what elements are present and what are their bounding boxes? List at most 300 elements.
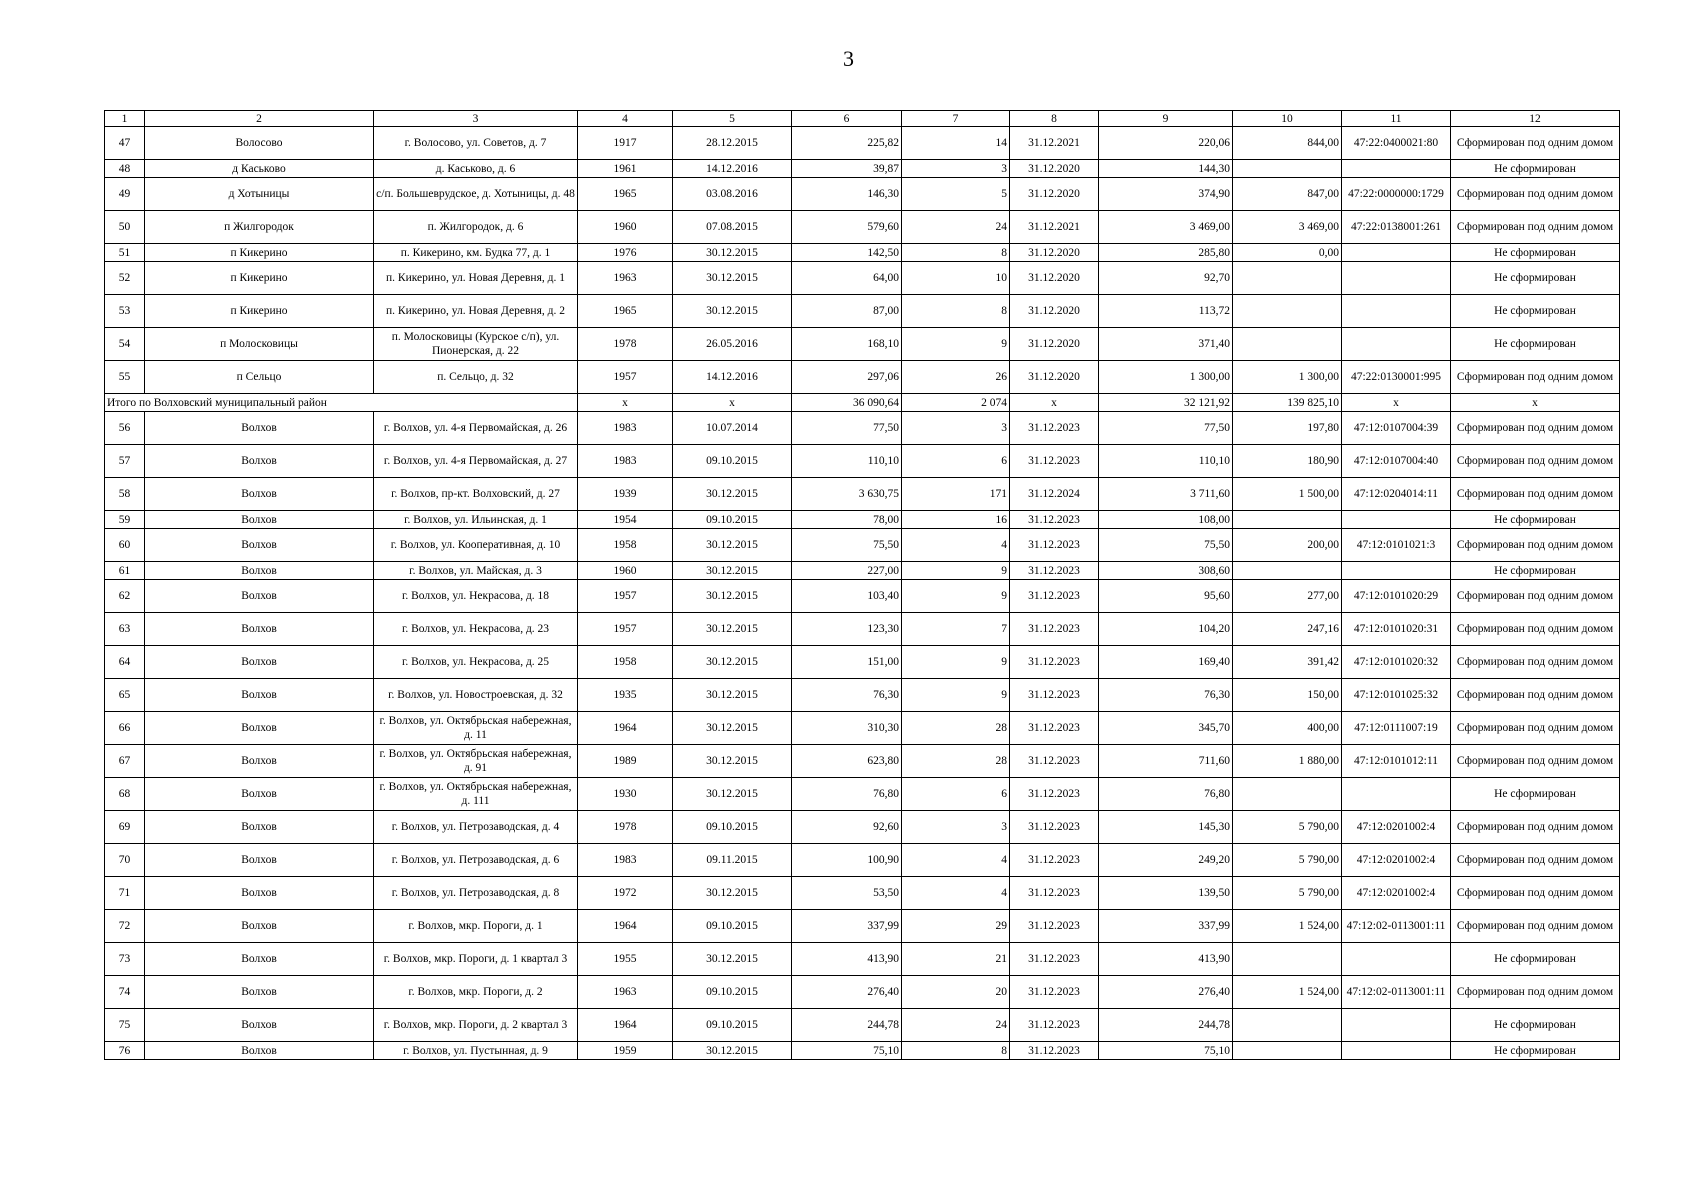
area2-cell: 77,50 [1099,412,1233,445]
area2-cell: 75,10 [1099,1042,1233,1060]
cadastre-cell [1342,160,1451,178]
status-cell: Сформирован под одним домом [1451,646,1620,679]
row-number: 76 [105,1042,145,1060]
area-cell: 142,50 [792,244,902,262]
area-cell: 64,00 [792,262,902,295]
table-row [105,844,1620,877]
settlement-cell: Волхов [145,511,374,529]
cadastre-cell: 47:12:0201002:4 [1342,844,1451,877]
year-cell: 1957 [578,580,673,613]
status-cell: Сформирован под одним домом [1451,529,1620,562]
address-cell: г. Волхов, ул. Октябрьская набережная, д. 91 [374,745,578,778]
area2-cell: 285,80 [1099,244,1233,262]
total-status: x [1451,394,1620,412]
residents-cell: 26 [902,361,1010,394]
address-cell: г. Волхов, ул. Октябрьская набережная, д. 11 [374,712,578,745]
row-number: 50 [105,211,145,244]
header-row [105,111,1620,127]
address-cell: г. Волосово, ул. Советов, д. 7 [374,127,578,160]
settlement-cell: д Хотыницы [145,178,374,211]
cadastre-cell: 47:22:0138001:261 [1342,211,1451,244]
area-cell: 100,90 [792,844,902,877]
land-area-cell: 5 790,00 [1233,877,1342,910]
land-area-cell: 847,00 [1233,178,1342,211]
land-area-cell: 5 790,00 [1233,844,1342,877]
row-number: 54 [105,328,145,361]
land-area-cell [1233,1042,1342,1060]
settlement-cell: Волхов [145,562,374,580]
year-cell: 1964 [578,712,673,745]
deadline-cell: 31.12.2023 [1010,511,1099,529]
area-cell: 75,10 [792,1042,902,1060]
cadastre-cell: 47:22:0400021:80 [1342,127,1451,160]
address-cell: п. Кикерино, ул. Новая Деревня, д. 1 [374,262,578,295]
date-cell: 26.05.2016 [673,328,792,361]
area-cell: 146,30 [792,178,902,211]
residents-cell: 9 [902,580,1010,613]
total-area2: 32 121,92 [1099,394,1233,412]
settlement-cell: д Каськово [145,160,374,178]
date-cell: 30.12.2015 [673,1042,792,1060]
date-cell: 09.10.2015 [673,511,792,529]
residents-cell: 3 [902,811,1010,844]
date-cell: 03.08.2016 [673,178,792,211]
status-cell: Сформирован под одним домом [1451,679,1620,712]
total-label: Итого по Волховский муниципальный район [105,394,578,412]
row-number: 71 [105,877,145,910]
date-cell: 10.07.2014 [673,412,792,445]
date-cell: 09.10.2015 [673,445,792,478]
deadline-cell: 31.12.2023 [1010,445,1099,478]
deadline-cell: 31.12.2023 [1010,976,1099,1009]
area-cell: 244,78 [792,1009,902,1042]
status-cell: Не сформирован [1451,262,1620,295]
cadastre-cell [1342,244,1451,262]
area2-cell: 345,70 [1099,712,1233,745]
column-header: 8 [1010,111,1099,127]
row-number: 65 [105,679,145,712]
deadline-cell: 31.12.2023 [1010,613,1099,646]
table-row [105,211,1620,244]
land-area-cell [1233,160,1342,178]
settlement-cell: Волхов [145,445,374,478]
row-number: 47 [105,127,145,160]
status-cell: Сформирован под одним домом [1451,877,1620,910]
cadastre-cell: 47:12:0107004:40 [1342,445,1451,478]
deadline-cell: 31.12.2020 [1010,328,1099,361]
land-area-cell [1233,511,1342,529]
cadastre-cell: 47:12:0107004:39 [1342,412,1451,445]
land-area-cell: 1 880,00 [1233,745,1342,778]
table-row [105,328,1620,361]
status-cell: Не сформирован [1451,778,1620,811]
total-row [105,394,1620,412]
settlement-cell: Волхов [145,811,374,844]
land-area-cell: 391,42 [1233,646,1342,679]
land-area-cell: 3 469,00 [1233,211,1342,244]
date-cell: 30.12.2015 [673,529,792,562]
column-header: 1 [105,111,145,127]
residents-cell: 16 [902,511,1010,529]
area-cell: 310,30 [792,712,902,745]
area-cell: 87,00 [792,295,902,328]
status-cell: Сформирован под одним домом [1451,976,1620,1009]
cadastre-cell [1342,943,1451,976]
row-number: 52 [105,262,145,295]
deadline-cell: 31.12.2020 [1010,295,1099,328]
total-land-area: 139 825,10 [1233,394,1342,412]
land-area-cell: 844,00 [1233,127,1342,160]
area-cell: 225,82 [792,127,902,160]
cadastre-cell [1342,328,1451,361]
deadline-cell: 31.12.2021 [1010,127,1099,160]
residents-cell: 6 [902,778,1010,811]
area2-cell: 308,60 [1099,562,1233,580]
area2-cell: 276,40 [1099,976,1233,1009]
residents-cell: 20 [902,976,1010,1009]
table-row [105,478,1620,511]
cadastre-cell: 47:12:0101021:3 [1342,529,1451,562]
address-cell: п. Кикерино, ул. Новая Деревня, д. 2 [374,295,578,328]
settlement-cell: Волхов [145,646,374,679]
deadline-cell: 31.12.2023 [1010,877,1099,910]
cadastre-cell: 47:12:02-0113001:11 [1342,976,1451,1009]
residents-cell: 24 [902,1009,1010,1042]
settlement-cell: п Кикерино [145,244,374,262]
residents-cell: 8 [902,244,1010,262]
residents-cell: 24 [902,211,1010,244]
table-row [105,910,1620,943]
table-row [105,1042,1620,1060]
settlement-cell: Волхов [145,712,374,745]
date-cell: 07.08.2015 [673,211,792,244]
area-cell: 623,80 [792,745,902,778]
date-cell: 30.12.2015 [673,712,792,745]
area-cell: 579,60 [792,211,902,244]
deadline-cell: 31.12.2023 [1010,1009,1099,1042]
date-cell: 30.12.2015 [673,262,792,295]
area-cell: 337,99 [792,910,902,943]
table-row [105,976,1620,1009]
column-header: 3 [374,111,578,127]
cadastre-cell: 47:12:0101012:11 [1342,745,1451,778]
year-cell: 1954 [578,511,673,529]
date-cell: 14.12.2016 [673,160,792,178]
column-header: 4 [578,111,673,127]
status-cell: Сформирован под одним домом [1451,910,1620,943]
status-cell: Сформирован под одним домом [1451,811,1620,844]
area2-cell: 108,00 [1099,511,1233,529]
cadastre-cell: 47:22:0130001:995 [1342,361,1451,394]
table-row [105,562,1620,580]
address-cell: г. Волхов, ул. Новостроевская, д. 32 [374,679,578,712]
land-area-cell [1233,1009,1342,1042]
status-cell: Сформирован под одним домом [1451,745,1620,778]
deadline-cell: 31.12.2023 [1010,562,1099,580]
area2-cell: 139,50 [1099,877,1233,910]
year-cell: 1917 [578,127,673,160]
date-cell: 30.12.2015 [673,295,792,328]
residents-cell: 29 [902,910,1010,943]
area2-cell: 711,60 [1099,745,1233,778]
area2-cell: 337,99 [1099,910,1233,943]
date-cell: 28.12.2015 [673,127,792,160]
date-cell: 09.10.2015 [673,811,792,844]
land-area-cell: 200,00 [1233,529,1342,562]
address-cell: г. Волхов, ул. Некрасова, д. 25 [374,646,578,679]
row-number: 60 [105,529,145,562]
row-number: 58 [105,478,145,511]
cadastre-cell: 47:12:0101020:32 [1342,646,1451,679]
area2-cell: 169,40 [1099,646,1233,679]
row-number: 51 [105,244,145,262]
table-row [105,127,1620,160]
date-cell: 30.12.2015 [673,679,792,712]
deadline-cell: 31.12.2020 [1010,160,1099,178]
date-cell: 30.12.2015 [673,646,792,679]
row-number: 61 [105,562,145,580]
cadastre-cell: 47:12:0201002:4 [1342,811,1451,844]
area2-cell: 144,30 [1099,160,1233,178]
status-cell: Сформирован под одним домом [1451,478,1620,511]
area-cell: 75,50 [792,529,902,562]
residents-cell: 9 [902,328,1010,361]
area2-cell: 75,50 [1099,529,1233,562]
settlement-cell: Волхов [145,910,374,943]
row-number: 73 [105,943,145,976]
area2-cell: 92,70 [1099,262,1233,295]
table-row [105,679,1620,712]
date-cell: 30.12.2015 [673,877,792,910]
column-header: 10 [1233,111,1342,127]
column-header: 9 [1099,111,1233,127]
total-deadline: x [1010,394,1099,412]
table-row [105,262,1620,295]
settlement-cell: Волхов [145,613,374,646]
address-cell: п. Сельцо, д. 32 [374,361,578,394]
residents-cell: 21 [902,943,1010,976]
settlement-cell: Волхов [145,478,374,511]
residents-cell: 28 [902,745,1010,778]
status-cell: Сформирован под одним домом [1451,211,1620,244]
deadline-cell: 31.12.2023 [1010,844,1099,877]
settlement-cell: Волхов [145,679,374,712]
row-number: 69 [105,811,145,844]
land-area-cell [1233,778,1342,811]
year-cell: 1959 [578,1042,673,1060]
status-cell: Не сформирован [1451,244,1620,262]
year-cell: 1930 [578,778,673,811]
address-cell: г. Волхов, мкр. Пороги, д. 2 квартал 3 [374,1009,578,1042]
status-cell: Сформирован под одним домом [1451,178,1620,211]
row-number: 64 [105,646,145,679]
row-number: 72 [105,910,145,943]
status-cell: Не сформирован [1451,160,1620,178]
address-cell: г. Волхов, ул. 4-я Первомайская, д. 26 [374,412,578,445]
year-cell: 1978 [578,328,673,361]
settlement-cell: Волосово [145,127,374,160]
address-cell: г. Волхов, ул. Петрозаводская, д. 4 [374,811,578,844]
area2-cell: 145,30 [1099,811,1233,844]
status-cell: Не сформирован [1451,1009,1620,1042]
cadastre-cell [1342,1042,1451,1060]
table-row [105,244,1620,262]
status-cell: Сформирован под одним домом [1451,412,1620,445]
address-cell: г. Волхов, ул. 4-я Первомайская, д. 27 [374,445,578,478]
housing-table [104,110,1620,1060]
residents-cell: 4 [902,529,1010,562]
area-cell: 413,90 [792,943,902,976]
land-area-cell: 197,80 [1233,412,1342,445]
land-area-cell: 150,00 [1233,679,1342,712]
area-cell: 227,00 [792,562,902,580]
status-cell: Не сформирован [1451,562,1620,580]
year-cell: 1976 [578,244,673,262]
deadline-cell: 31.12.2023 [1010,778,1099,811]
table-row [105,178,1620,211]
status-cell: Не сформирован [1451,943,1620,976]
deadline-cell: 31.12.2023 [1010,712,1099,745]
column-header: 12 [1451,111,1620,127]
status-cell: Сформирован под одним домом [1451,127,1620,160]
land-area-cell: 277,00 [1233,580,1342,613]
cadastre-cell: 47:12:02-0113001:11 [1342,910,1451,943]
land-area-cell [1233,295,1342,328]
cadastre-cell: 47:12:0201002:4 [1342,877,1451,910]
year-cell: 1964 [578,1009,673,1042]
address-cell: г. Волхов, ул. Петрозаводская, д. 8 [374,877,578,910]
area-cell: 76,30 [792,679,902,712]
settlement-cell: Волхов [145,1009,374,1042]
column-header: 2 [145,111,374,127]
year-cell: 1972 [578,877,673,910]
residents-cell: 14 [902,127,1010,160]
area-cell: 92,60 [792,811,902,844]
settlement-cell: Волхов [145,1042,374,1060]
status-cell: Не сформирован [1451,295,1620,328]
land-area-cell: 1 500,00 [1233,478,1342,511]
cadastre-cell [1342,1009,1451,1042]
row-number: 70 [105,844,145,877]
area2-cell: 113,72 [1099,295,1233,328]
address-cell: г. Волхов, ул. Петрозаводская, д. 6 [374,844,578,877]
residents-cell: 3 [902,412,1010,445]
area-cell: 103,40 [792,580,902,613]
area2-cell: 1 300,00 [1099,361,1233,394]
total-residents: 2 074 [902,394,1010,412]
table-row [105,877,1620,910]
row-number: 56 [105,412,145,445]
table-row [105,160,1620,178]
address-cell: г. Волхов, ул. Октябрьская набережная, д. 111 [374,778,578,811]
address-cell: д. Каськово, д. 6 [374,160,578,178]
deadline-cell: 31.12.2020 [1010,178,1099,211]
table-row [105,580,1620,613]
date-cell: 14.12.2016 [673,361,792,394]
area2-cell: 76,30 [1099,679,1233,712]
area-cell: 3 630,75 [792,478,902,511]
page-number: 3 [843,46,854,71]
table-row [105,529,1620,562]
address-cell: п. Кикерино, км. Будка 77, д. 1 [374,244,578,262]
year-cell: 1960 [578,562,673,580]
table-row [105,1009,1620,1042]
deadline-cell: 31.12.2023 [1010,412,1099,445]
total-year: x [578,394,673,412]
cadastre-cell: 47:12:0101020:31 [1342,613,1451,646]
row-number: 68 [105,778,145,811]
year-cell: 1957 [578,361,673,394]
deadline-cell: 31.12.2020 [1010,262,1099,295]
address-cell: г. Волхов, ул. Некрасова, д. 18 [374,580,578,613]
cadastre-cell [1342,262,1451,295]
settlement-cell: п Сельцо [145,361,374,394]
residents-cell: 5 [902,178,1010,211]
land-area-cell: 1 524,00 [1233,976,1342,1009]
settlement-cell: Волхов [145,976,374,1009]
row-number: 63 [105,613,145,646]
date-cell: 09.10.2015 [673,976,792,1009]
residents-cell: 6 [902,445,1010,478]
deadline-cell: 31.12.2020 [1010,361,1099,394]
table-row [105,778,1620,811]
area-cell: 276,40 [792,976,902,1009]
row-number: 48 [105,160,145,178]
land-area-cell [1233,262,1342,295]
address-cell: г. Волхов, мкр. Пороги, д. 1 [374,910,578,943]
deadline-cell: 31.12.2020 [1010,244,1099,262]
settlement-cell: Волхов [145,844,374,877]
date-cell: 09.10.2015 [673,1009,792,1042]
area2-cell: 220,06 [1099,127,1233,160]
cadastre-cell [1342,778,1451,811]
address-cell: г. Волхов, пр-кт. Волховский, д. 27 [374,478,578,511]
table-row [105,445,1620,478]
address-cell: п. Жилгородок, д. 6 [374,211,578,244]
area-cell: 110,10 [792,445,902,478]
deadline-cell: 31.12.2024 [1010,478,1099,511]
row-number: 66 [105,712,145,745]
total-area: 36 090,64 [792,394,902,412]
total-cadastre: x [1342,394,1451,412]
residents-cell: 171 [902,478,1010,511]
status-cell: Сформирован под одним домом [1451,712,1620,745]
land-area-cell: 5 790,00 [1233,811,1342,844]
area2-cell: 76,80 [1099,778,1233,811]
row-number: 75 [105,1009,145,1042]
row-number: 62 [105,580,145,613]
area-cell: 53,50 [792,877,902,910]
year-cell: 1955 [578,943,673,976]
cadastre-cell: 47:12:0101025:32 [1342,679,1451,712]
row-number: 49 [105,178,145,211]
area2-cell: 95,60 [1099,580,1233,613]
column-header: 11 [1342,111,1451,127]
area2-cell: 3 469,00 [1099,211,1233,244]
settlement-cell: Волхов [145,778,374,811]
row-number: 74 [105,976,145,1009]
settlement-cell: п Жилгородок [145,211,374,244]
table-row [105,613,1620,646]
address-cell: г. Волхов, ул. Кооперативная, д. 10 [374,529,578,562]
address-cell: г. Волхов, мкр. Пороги, д. 2 [374,976,578,1009]
settlement-cell: п Кикерино [145,262,374,295]
residents-cell: 9 [902,679,1010,712]
cadastre-cell: 47:22:0000000:1729 [1342,178,1451,211]
residents-cell: 9 [902,562,1010,580]
residents-cell: 4 [902,844,1010,877]
deadline-cell: 31.12.2023 [1010,811,1099,844]
